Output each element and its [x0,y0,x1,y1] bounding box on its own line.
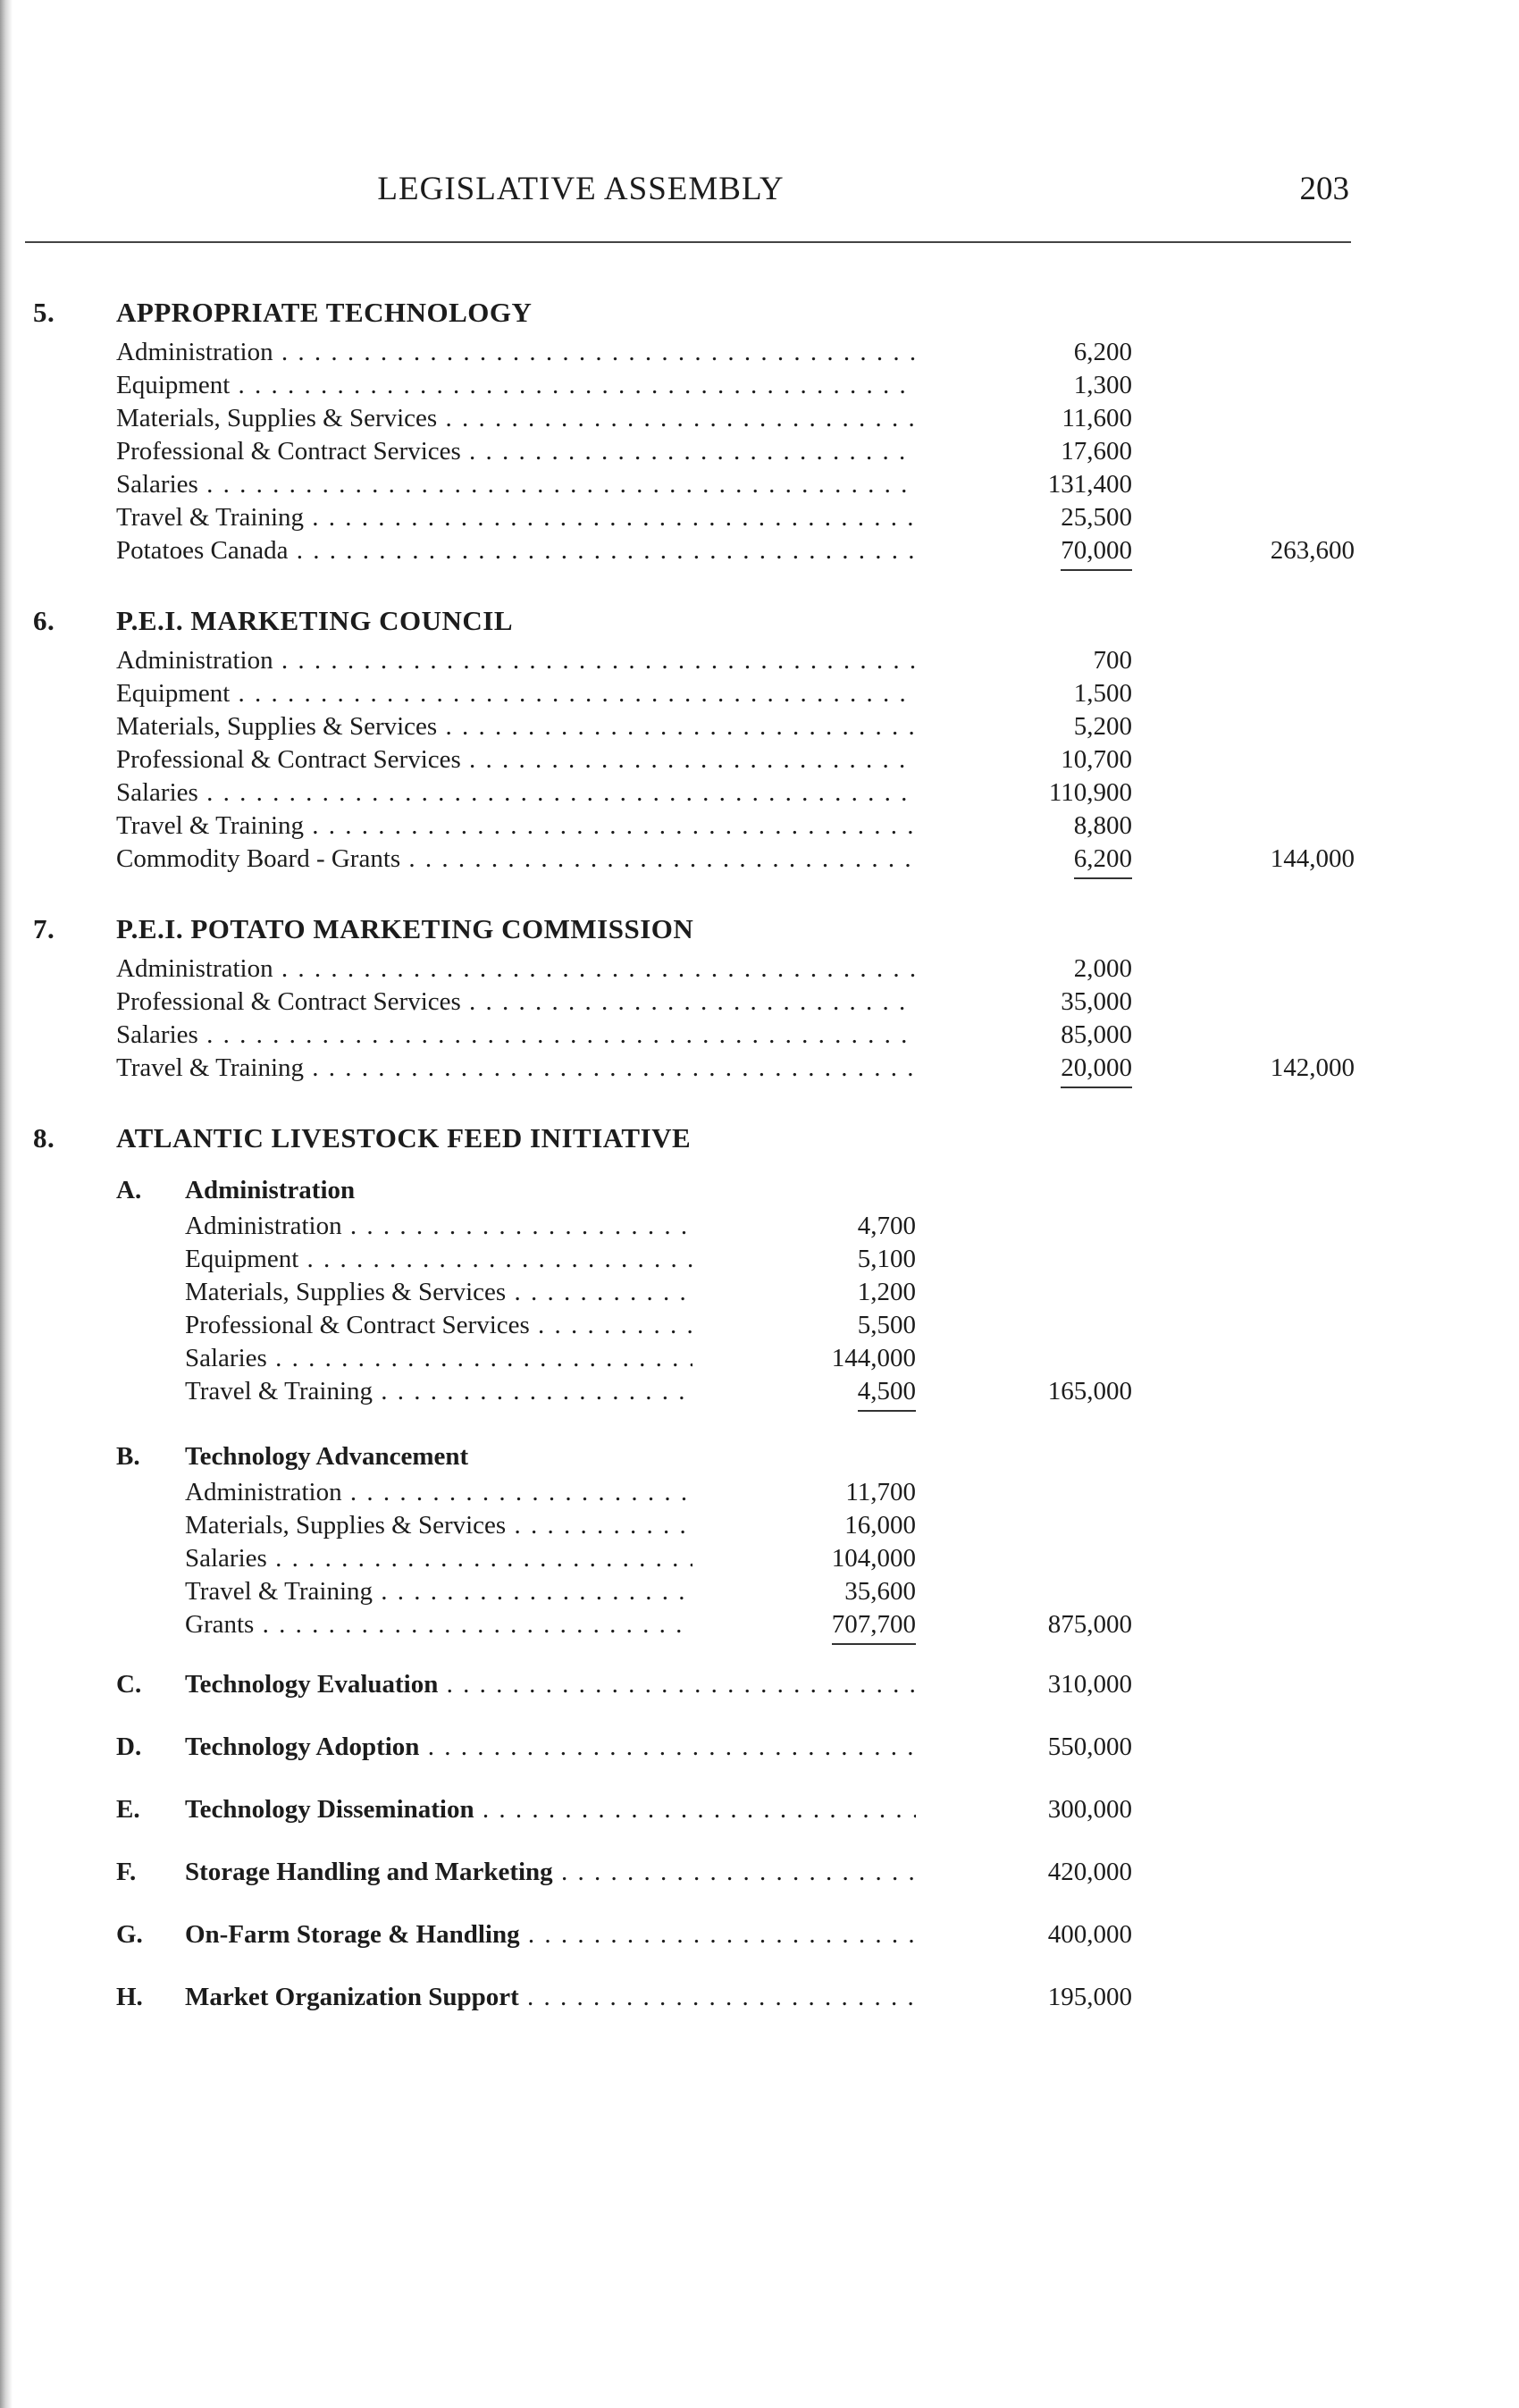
item-label-text: Materials, Supplies & Services [116,712,438,741]
item-label [185,1670,916,1699]
item-amount: 4,700 [857,1212,916,1240]
dot-leader [273,646,916,675]
item-label-text: Potatoes Canada [116,536,289,565]
item-label [116,646,916,675]
line-item [0,1377,1519,1410]
section-heading [0,297,1519,338]
subsection-heading [0,1442,1519,1478]
item-label-text: Salaries [116,778,198,807]
item-label [185,1610,692,1640]
line-item [0,1245,1519,1278]
item-label-text: Materials, Supplies & Services [185,1511,507,1540]
dot-leader [230,371,916,399]
single-item [0,1670,1519,1706]
line-item [0,811,1519,844]
item-label-text: Market Organization Support [185,1983,519,2011]
item-amount: 195,000 [1047,1983,1132,2011]
item-label-text: Materials, Supplies & Services [116,404,438,432]
item-label-text: Travel & Training [185,1377,373,1405]
section-total: 144,000 [1270,844,1355,873]
item-label-text: On-Farm Storage & Handling [185,1920,520,1949]
line-item [0,503,1519,536]
line-item [0,470,1519,503]
section-total: 142,000 [1270,1053,1355,1082]
dot-leader [267,1544,692,1573]
line-item [0,745,1519,778]
item-label [185,1920,916,1950]
item-amount: 131,400 [1047,470,1132,499]
estimates-content [0,297,1519,2018]
item-label-text: Administration [185,1212,342,1240]
single-item [0,1983,1519,2018]
item-label [116,437,916,466]
subsection-title: Technology Advancement [185,1442,469,1471]
dot-leader [342,1478,692,1506]
line-item [0,1020,1519,1053]
section-atlantic-livestock-feed-initiative [0,1122,1519,2018]
item-label [185,1983,916,2012]
dot-leader [474,1795,916,1824]
dot-leader [519,1983,916,2011]
line-item [0,679,1519,712]
single-item [0,1733,1519,1768]
item-amount: 400,000 [1047,1920,1132,1949]
line-item [0,338,1519,371]
item-label [116,778,916,808]
item-label [185,1577,692,1607]
line-item [0,778,1519,811]
line-item [0,1544,1519,1577]
dot-leader [198,1020,916,1049]
line-item [0,1053,1519,1087]
section-total: 263,600 [1270,536,1355,565]
item-amount: 110,900 [1048,778,1132,807]
header-rule [25,241,1351,243]
subsection-letter: A. [116,1176,142,1204]
line-item [0,1278,1519,1311]
item-amount: 144,000 [831,1344,916,1372]
item-amount: 5,500 [857,1311,916,1339]
item-label [185,1278,692,1307]
item-label [116,503,916,533]
line-item [0,371,1519,404]
item-label-text: Travel & Training [185,1577,373,1606]
dot-leader [373,1377,692,1405]
page-title: LEGISLATIVE ASSEMBLY [377,171,785,207]
dot-leader [437,404,916,432]
subsection-heading [0,1176,1519,1212]
item-label-text: Equipment [116,371,231,399]
item-label-text: Grants [185,1610,255,1639]
item-label [185,1511,692,1540]
item-amount: 10,700 [1061,745,1132,774]
item-amount: 5,100 [857,1245,916,1273]
item-label [116,470,916,499]
dot-leader [438,1670,916,1699]
section-heading [0,1122,1519,1169]
item-letter: C. [116,1670,142,1699]
item-label [185,1311,692,1340]
item-label-text: Materials, Supplies & Services [185,1278,507,1306]
subsection-administration [0,1176,1519,1410]
item-amount: 35,000 [1061,987,1132,1016]
dot-leader [198,778,916,807]
item-label [185,1212,692,1241]
item-amount: 1,200 [857,1278,916,1306]
item-amount: 16,000 [844,1511,916,1540]
page-header [0,170,1519,241]
section-total: 165,000 [1047,1377,1132,1405]
subsection-technology-advancement [0,1442,1519,1643]
item-label [116,679,916,709]
item-amount: 6,200 [1074,844,1132,879]
item-amount: 8,800 [1073,811,1132,840]
item-label [116,712,916,742]
dot-leader [553,1858,916,1886]
item-letter: H. [116,1983,143,2011]
item-label-text: Salaries [116,470,198,499]
section-marketing-council [0,605,1519,877]
dot-leader [304,1053,916,1082]
item-label [185,1344,692,1373]
item-label [185,1795,916,1825]
item-label [116,954,916,984]
dot-leader [288,536,916,565]
line-item [0,987,1519,1020]
item-amount: 85,000 [1061,1020,1132,1049]
dot-leader [273,338,916,366]
item-label-text: Technology Evaluation [185,1670,439,1699]
item-label [116,844,916,874]
line-item [0,1577,1519,1610]
dot-leader [461,437,916,466]
section-total: 875,000 [1047,1610,1132,1639]
section-number: 6. [33,605,55,636]
line-item [0,404,1519,437]
single-item [0,1795,1519,1831]
line-item [0,954,1519,987]
dot-leader [373,1577,692,1606]
item-label-text: Travel & Training [116,1053,305,1082]
item-amount: 700 [1093,646,1132,675]
item-label-text: Technology Dissemination [185,1795,474,1824]
dot-leader [198,470,916,499]
subsection-title: Administration [185,1176,356,1204]
section-heading [0,605,1519,646]
item-label [185,1544,692,1573]
single-item [0,1858,1519,1893]
line-item [0,1311,1519,1344]
item-label [116,338,916,367]
item-amount: 300,000 [1047,1795,1132,1824]
section-title: APPROPRIATE TECHNOLOGY [116,297,533,328]
item-amount: 6,200 [1073,338,1132,366]
item-label-text: Administration [185,1478,342,1506]
item-amount: 35,600 [844,1577,916,1606]
page-number: 203 [1299,171,1349,207]
item-label [185,1733,916,1762]
dot-leader [298,1245,692,1273]
item-amount: 5,200 [1073,712,1132,741]
section-title: P.E.I. POTATO MARKETING COMMISSION [116,913,694,944]
dot-leader [273,954,916,983]
item-label [116,811,916,841]
dot-leader [304,811,916,840]
item-label-text: Salaries [185,1344,267,1372]
dot-leader [461,987,916,1016]
item-amount: 17,600 [1061,437,1132,466]
line-item [0,1212,1519,1245]
dot-leader [304,503,916,532]
section-title: ATLANTIC LIVESTOCK FEED INITIATIVE [116,1122,692,1154]
dot-leader [461,745,916,774]
item-amount: 11,700 [845,1478,916,1506]
line-item [0,1610,1519,1643]
item-amount: 1,300 [1073,371,1132,399]
item-label-text: Salaries [116,1020,198,1049]
dot-leader [254,1610,692,1639]
item-letter: G. [116,1920,143,1949]
dot-leader [530,1311,692,1339]
single-item [0,1920,1519,1956]
item-label-text: Equipment [116,679,231,708]
dot-leader [400,844,916,873]
section-potato-marketing-commission [0,913,1519,1087]
item-label [116,1053,916,1083]
line-item [0,712,1519,745]
dot-leader [520,1920,916,1949]
item-label [116,536,916,566]
single-line-items [0,1670,1519,2018]
item-label-text: Administration [116,646,273,675]
item-amount: 104,000 [831,1544,916,1573]
item-label-text: Equipment [185,1245,299,1273]
item-letter: E. [116,1795,140,1824]
item-amount: 707,700 [832,1610,916,1645]
item-label [116,404,916,433]
item-letter: F. [116,1858,137,1886]
item-amount: 4,500 [858,1377,916,1412]
item-label-text: Travel & Training [116,503,305,532]
dot-leader [230,679,916,708]
line-item [0,1478,1519,1511]
item-label [116,987,916,1017]
item-amount: 11,600 [1062,404,1132,432]
line-item [0,646,1519,679]
section-appropriate-technology [0,297,1519,569]
dot-leader [267,1344,692,1372]
dot-leader [342,1212,692,1240]
item-label [185,1377,692,1406]
section-number: 7. [33,913,55,944]
dot-leader [437,712,916,741]
item-label-text: Administration [116,954,273,983]
dot-leader [419,1733,916,1761]
item-letter: D. [116,1733,142,1761]
item-amount: 310,000 [1047,1670,1132,1699]
item-label-text: Professional & Contract Services [116,437,461,466]
item-amount: 25,500 [1061,503,1132,532]
item-label-text: Salaries [185,1544,267,1573]
section-heading [0,913,1519,954]
line-item [0,1344,1519,1377]
item-amount: 1,500 [1073,679,1132,708]
item-amount: 20,000 [1061,1053,1132,1088]
item-label-text: Professional & Contract Services [185,1311,530,1339]
line-item [0,437,1519,470]
line-item [0,1511,1519,1544]
item-amount: 70,000 [1061,536,1132,571]
item-label-text: Professional & Contract Services [116,745,461,774]
item-label-text: Administration [116,338,273,366]
item-label [185,1245,692,1274]
item-amount: 2,000 [1073,954,1132,983]
item-label [116,1020,916,1050]
dot-leader [506,1278,692,1306]
item-label-text: Commodity Board - Grants [116,844,401,873]
item-label-text: Professional & Contract Services [116,987,461,1016]
item-amount: 550,000 [1047,1733,1132,1761]
line-item [0,844,1519,877]
section-title: P.E.I. MARKETING COUNCIL [116,605,514,636]
subsection-letter: B. [116,1442,140,1471]
section-number: 8. [33,1122,55,1154]
item-label [185,1478,692,1507]
item-label [185,1858,916,1887]
item-amount: 420,000 [1047,1858,1132,1886]
item-label-text: Travel & Training [116,811,305,840]
section-number: 5. [33,297,55,328]
item-label [116,745,916,775]
dot-leader [506,1511,692,1540]
line-item [0,536,1519,569]
item-label-text: Storage Handling and Marketing [185,1858,553,1886]
item-label [116,371,916,400]
item-label-text: Technology Adoption [185,1733,420,1761]
